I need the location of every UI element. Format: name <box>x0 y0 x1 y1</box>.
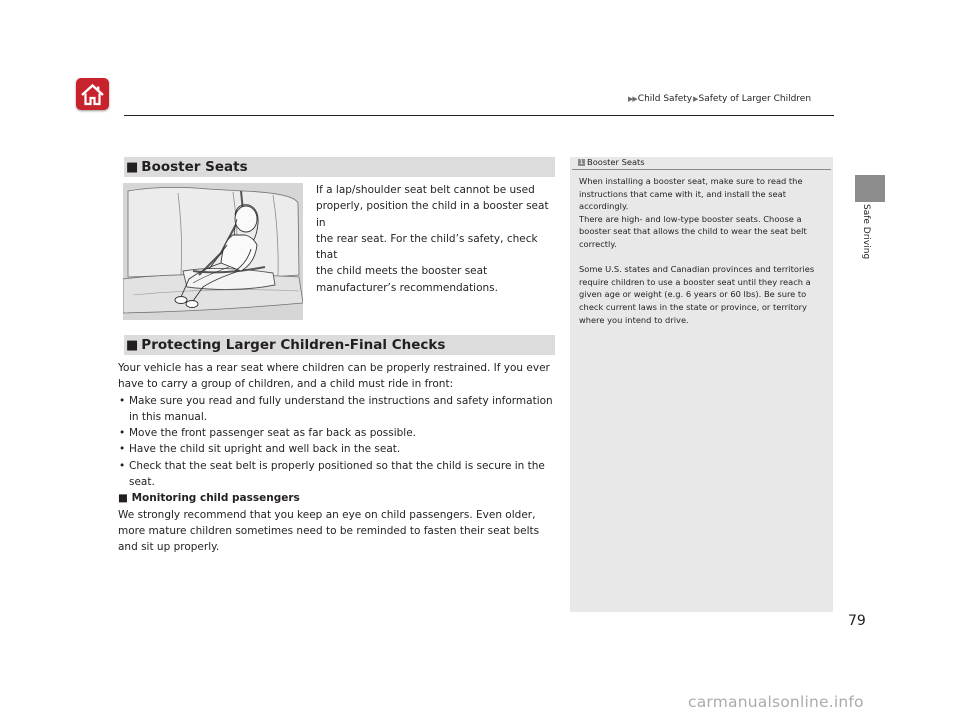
booster-seat-illustration <box>123 183 303 320</box>
notes-sidebar <box>570 157 833 612</box>
sidebar-paragraph: When installing a booster seat, make sure to read the instructions that came with it, and install the seat accordingly. <box>579 176 803 212</box>
page-number: 79 <box>848 613 866 629</box>
black-square-icon: ■ <box>126 337 139 353</box>
text-line: the rear seat. For the child’s safety, check that <box>316 232 538 262</box>
final-checks-intro: Your vehicle has a rear seat where children can be properly restrained. If you ever have to carry a group of children, and a child must ride in front: <box>118 362 550 391</box>
note-marker-icon: 1 <box>579 158 584 166</box>
monitoring-subheading <box>118 490 558 506</box>
breadcrumb-arrow-icon: ▶ <box>693 95 698 103</box>
sidebar-title-text[interactable]: Booster Seats <box>587 157 645 167</box>
final-checks-list <box>118 393 558 491</box>
breadcrumb-arrow-icon: ▶▶ <box>628 95 637 103</box>
text-line: manufacturer’s recommendations. <box>316 281 498 294</box>
booster-intro-text <box>316 182 558 296</box>
home-icon <box>80 83 105 106</box>
header-divider <box>124 115 834 116</box>
text-line: properly, position the child in a booster seat in <box>316 200 549 229</box>
breadcrumb-item-safety-larger-children[interactable]: Safety of Larger Children <box>698 94 812 104</box>
breadcrumb-item-child-safety[interactable]: Child Safety <box>637 94 693 104</box>
sidebar-paragraph: Some U.S. states and Canadian provinces and territories require children to use a booster seat until they reach a given age or weight (e.g. 6 years or 60 lbs). Be sure to check current laws in the state or province, or territory where you intend to drive. <box>579 264 815 325</box>
watermark: carmanualsonline.info <box>688 693 864 711</box>
text-line: the child meets the booster seat <box>316 265 488 278</box>
sidebar-paragraph: There are high- and low-type booster seats. Choose a booster seat that allows the child to wear the seat belt correctly. <box>579 213 807 249</box>
list-item: • Move the front passenger seat as far back as possible. <box>118 425 558 441</box>
list-item: • Check that the seat belt is properly positioned so that the child is secure in the seat. <box>118 458 558 491</box>
final-checks-body <box>118 360 558 556</box>
monitoring-text: We strongly recommend that you keep an eye on child passengers. Even older, more mature children sometimes need to be reminded to fasten their seat belts and sit up properly. <box>118 508 540 554</box>
black-square-icon: ■ <box>126 159 139 175</box>
text-line: If a lap/shoulder seat belt cannot be used <box>316 184 535 196</box>
list-item: • Make sure you read and fully understand the instructions and safety information in this manual. <box>118 393 558 426</box>
home-button[interactable] <box>76 78 109 110</box>
black-square-icon: ■ <box>118 492 132 505</box>
booster-seats-title: Booster Seats <box>141 159 248 175</box>
chapter-tab[interactable] <box>855 175 885 202</box>
booster-seats-header <box>124 157 555 177</box>
final-checks-header <box>124 335 555 355</box>
chapter-tab-label: Safe Driving <box>861 204 871 260</box>
sidebar-text <box>579 175 828 326</box>
sidebar-title <box>578 157 645 167</box>
list-item: • Have the child sit upright and well back in the seat. <box>118 441 558 457</box>
monitoring-title: Monitoring child passengers <box>131 492 300 505</box>
breadcrumb <box>628 94 811 104</box>
sidebar-divider <box>572 169 831 170</box>
final-checks-title: Protecting Larger Children-Final Checks <box>141 337 446 353</box>
